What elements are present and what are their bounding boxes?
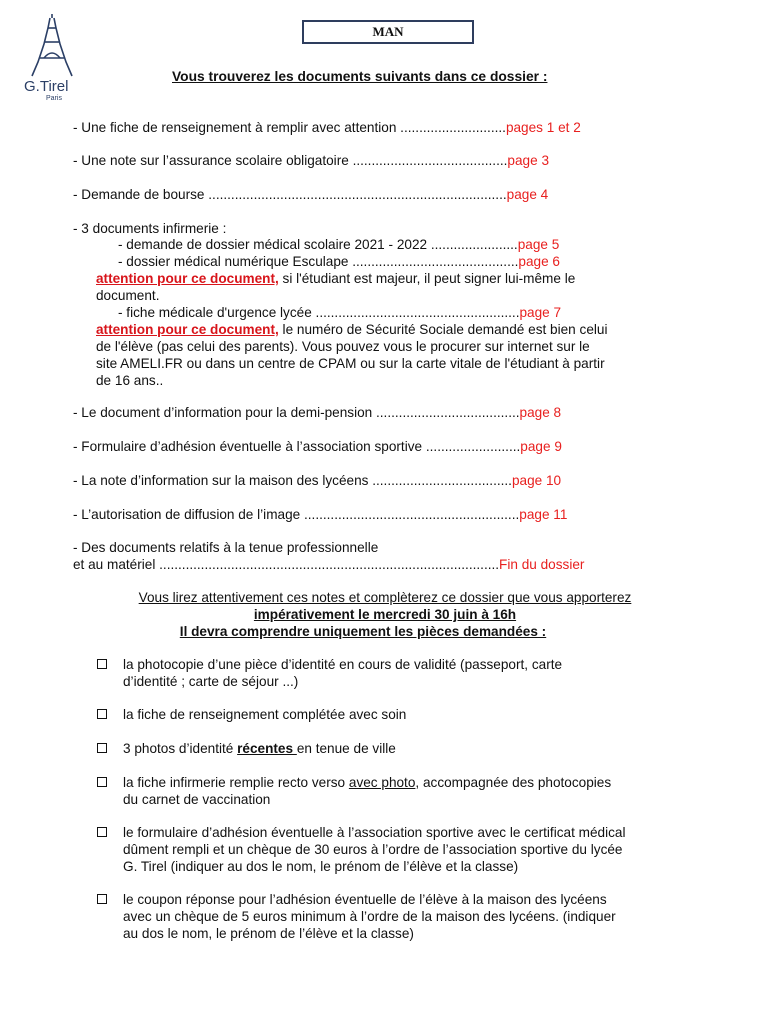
intro-heading: Vous trouverez les documents suivants dans ce dossier : [172,69,548,84]
logo-city: Paris [46,95,62,102]
infirmerie-pre: la fiche infirmerie remplie recto verso [123,775,349,790]
item-bourse-page: page 4 [506,187,549,202]
urgence-text: - fiche médicale d'urgence lycée ...................................................... [118,305,520,320]
photos-bold: récentes [237,741,297,756]
item-tenue-line1: - Des documents relatifs à la tenue professionnelle [73,540,379,555]
checklist-sportive-line1: le formulaire d’adhésion éventuelle à l’association sportive avec le certificat médical [123,825,626,840]
image-page: page 11 [519,507,568,522]
demande-page: page 5 [517,237,560,252]
checklist-fiche-line1: la fiche de renseignement complétée avec soin [123,707,407,722]
attention1-line2: document. [96,288,160,303]
checkbox-fiche[interactable] [97,709,107,719]
attention2-rest: le numéro de Sécurité Sociale demandé est bien celui [278,322,608,337]
attention1-line [96,271,575,286]
sportive-text: - Formulaire d’adhésion éventuelle à l’association sportive ......................... [73,439,521,454]
checklist-photos [123,741,396,756]
checkbox-photocopie[interactable] [97,659,107,669]
item-assurance-page: page 3 [507,153,549,168]
checkbox-maison[interactable] [97,894,107,904]
instructions-line2-text: impérativement le mercredi 30 juin à 16h [253,607,517,622]
checklist-infirmerie-line2: du carnet de vaccination [123,792,271,807]
checklist-photocopie-line2: d’identité ; carte de séjour ...) [123,674,299,689]
infirmerie-under: avec photo [348,775,416,790]
item-fiche-page: pages 1 et 2 [505,120,581,135]
checklist-maison-line2: avec un chèque de 5 euros minimum à l’ordre de la maison des lycéens. (indiquer [123,909,616,924]
esculape-text: - dossier médical numérique Esculape ............................................ [118,254,519,269]
instructions-line3-text: Il devra comprendre uniquement les pièces demandées : [179,624,547,639]
maison-text: - La note d’information sur la maison des lycéens ..................................... [73,473,512,488]
item-infirmerie-demande [118,237,559,252]
attention2-line3: site AMELI.FR ou dans un centre de CPAM ou sur la carte vitale de l'étudiant à partir [96,356,605,371]
maison-page: page 10 [511,473,562,488]
item-bourse [73,187,548,202]
header-box-label: MAN [302,20,474,44]
item-infirmerie-urgence [118,305,561,320]
demipension-text: - Le document d’information pour la demi-pension ...................................... [73,405,520,420]
item-bourse-text: - Demande de bourse ............................................................................... [73,187,507,202]
demipension-page: page 8 [519,405,562,420]
checklist-sportive-line2: dûment rempli et un chèque de 30 euros à l’ordre de l’association sportive du lycée [123,842,623,857]
attention2-line4: de 16 ans.. [96,373,164,388]
tenue-text: et au matériel .......................................................................................... [73,557,500,572]
checkbox-sportive[interactable] [97,827,107,837]
attention1-label: attention pour ce document, [96,271,279,286]
instructions-line1 [0,590,770,605]
attention2-label: attention pour ce document, [96,322,279,337]
demande-text: - demande de dossier médical scolaire 2021 - 2022 ....................... [118,237,518,252]
attention2-line [96,322,607,337]
photos-post: en tenue de ville [296,741,396,756]
item-assurance [73,153,549,168]
checklist-maison-line1: le coupon réponse pour l’adhésion éventuelle de l’élève à la maison des lycéens [123,892,607,907]
item-infirmerie-esculape [118,254,560,269]
instructions-line1-text: Vous lirez attentivement ces notes et complèterez ce dossier que vous apporterez [138,590,632,605]
attention1-rest: si l'étudiant est majeur, il peut signer lui-même le [278,271,576,286]
tenue-page: Fin du dossier [499,557,585,572]
item-fiche [73,120,581,135]
item-demipension [73,405,561,420]
sportive-page: page 9 [520,439,562,454]
item-tenue-line2 [73,557,584,572]
checklist-maison-line3: au dos le nom, le prénom de l’élève et la classe) [123,926,414,941]
checkbox-photos[interactable] [97,743,107,753]
checklist-infirmerie-line1 [123,775,611,790]
item-assurance-text: - Une note sur l’assurance scolaire obligatoire ......................................... [73,153,508,168]
attention2-line2: de l'élève (pas celui des parents). Vous pouvez vous le procurer sur internet sur le [96,339,590,354]
logo-name: G.Tirel [24,78,69,95]
item-sportive [73,439,562,454]
urgence-page: page 7 [519,305,562,320]
image-text: - L’autorisation de diffusion de l’image ......................................................... [73,507,520,522]
item-maison [73,473,561,488]
instructions-line2 [0,607,770,622]
infirmerie-post: , accompagnée des photocopies [415,775,612,790]
esculape-page: page 6 [518,254,560,269]
checklist-sportive-line3: G. Tirel (indiquer au dos le nom, le prénom de l’élève et la classe) [123,859,519,874]
item-fiche-text: - Une fiche de renseignement à remplir avec attention ............................ [73,120,506,135]
item-infirmerie-title: - 3 documents infirmerie : [73,221,227,236]
checkbox-infirmerie[interactable] [97,777,107,787]
photos-pre: 3 photos d’identité [123,741,238,756]
instructions-line3 [0,624,748,639]
checklist-photocopie-line1: la photocopie d’une pièce d’identité en cours de validité (passeport, carte [123,657,563,672]
item-image [73,507,567,522]
